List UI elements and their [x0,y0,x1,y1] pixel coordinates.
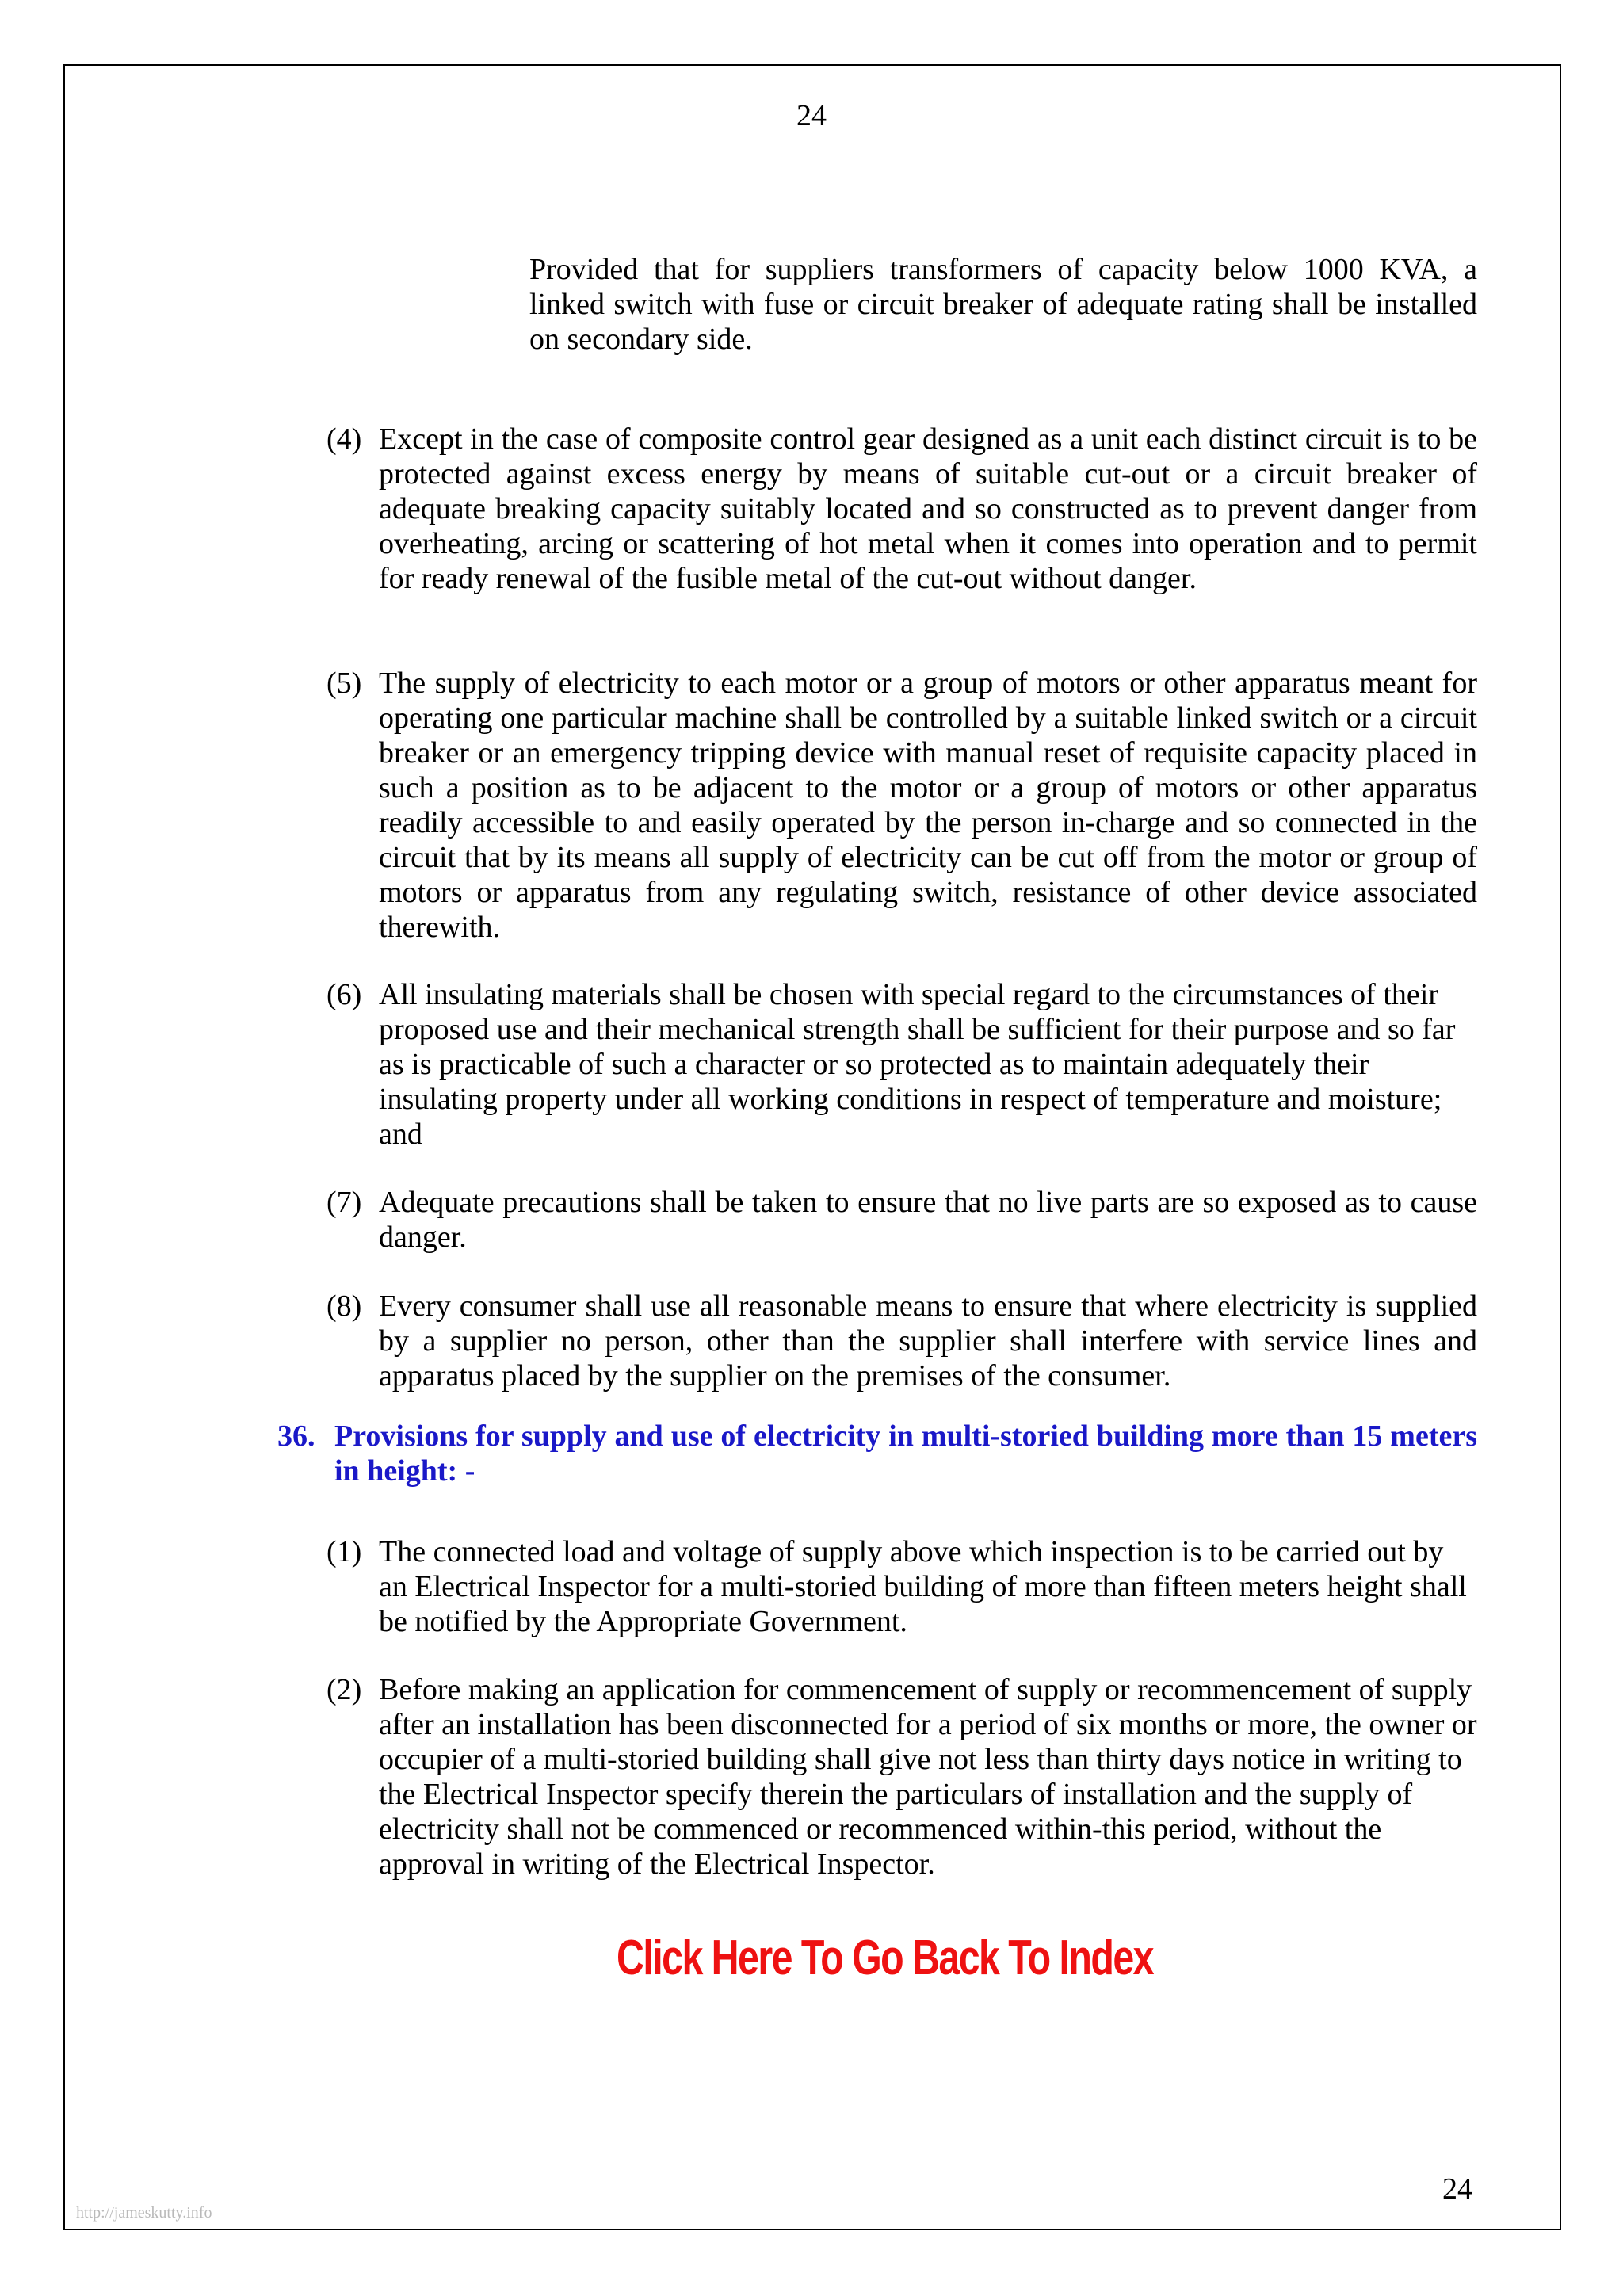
list-item-number: (4) [327,422,362,456]
back-to-index-link[interactable]: Click Here To Go Back To Index [617,1931,1154,1985]
list-item-number: (7) [327,1186,362,1219]
proviso-paragraph [529,252,1477,357]
proviso-text: Provided that for suppliers transformers of capacity below 1000 KVA, a linked switch with fuse or circuit breaker of adequate rating shall be installed on secondary side. [529,253,1477,356]
list-item-text: Before making an application for commencement of supply or recommencement of supply after an installation has been disconnected for a period of six months or more, the owner or occupier of a multi-storied building shall give not less than thirty days notice in writing to the Electrical Inspector specify therein the particulars of installation and the supply of electricity shall not be commenced or recommenced within-this period, without the approval in writing of the Electrical Inspector. [379,1673,1477,1881]
list-item-text: Every consumer shall use all reasonable means to ensure that where electricity is supplied by a supplier no person, other than the supplier shall interfere with service lines and apparatus placed by the supplier on the premises of the consumer. [379,1289,1477,1392]
list-item-text: The connected load and voltage of supply above which inspection is to be carried out by an Electrical Inspector for a multi-storied building of more than fifteen meters height shall be notified by the Appropriate Government. [379,1535,1467,1638]
list-item-text: Except in the case of composite control gear designed as a unit each distinct circuit is to be protected against excess energy by means of suitable cut-out or a circuit breaker of adequate breaking capacity suitably located and so constructed as to prevent danger from overheating, arcing or scattering of hot metal when it comes into operation and to permit for ready renewal of the fusible metal of the cut-out without danger. [379,422,1477,595]
list-item-text: All insulating materials shall be chosen with special regard to the circumstances of their proposed use and their mechanical strength shall be sufficient for their purpose and so far as is practicable of such a character or so protected as to maintain adequately their insulating property under all working conditions in respect of temperature and moisture; and [379,978,1456,1151]
page-number-bottom: 24 [1442,2172,1472,2206]
list-item-text: The supply of electricity to each motor or a group of motors or other apparatus meant for operating one particular machine shall be controlled by a suitable linked switch or a circuit breaker or an emergency tripping device with manual reset of requisite capacity placed in such a position as to be adjacent to the motor or a group of motors or other apparatus readily accessible to and easily operated by the person in-charge and so connected in the circuit that by its means all supply of electricity can be cut off from the motor or group of motors or apparatus from any regulating switch, resistance of other device associated therewith. [379,667,1477,944]
list-item-4 [327,422,1477,596]
section-heading-36 [277,1419,1477,1488]
list-item-number: (5) [327,667,362,700]
list-item-1 [327,1534,1477,1639]
page-number-top: 24 [796,99,827,132]
list-item-7 [327,1185,1477,1255]
list-item-text: Adequate precautions shall be taken to ensure that no live parts are so exposed as to cause danger. [379,1186,1477,1254]
list-item-number: (8) [327,1289,362,1323]
list-item-number: (2) [327,1673,362,1706]
section-title: Provisions for supply and use of electricity in multi-storied building more than 15 meters in height: - [334,1419,1477,1488]
list-item-2 [327,1672,1477,1881]
list-item-number: (1) [327,1535,362,1568]
list-item-6 [327,977,1477,1152]
watermark-url: http://jameskutty.info [76,2204,212,2222]
list-item-5 [327,666,1477,945]
list-item-number: (6) [327,978,362,1011]
list-item-8 [327,1289,1477,1393]
section-number: 36. [277,1419,315,1453]
